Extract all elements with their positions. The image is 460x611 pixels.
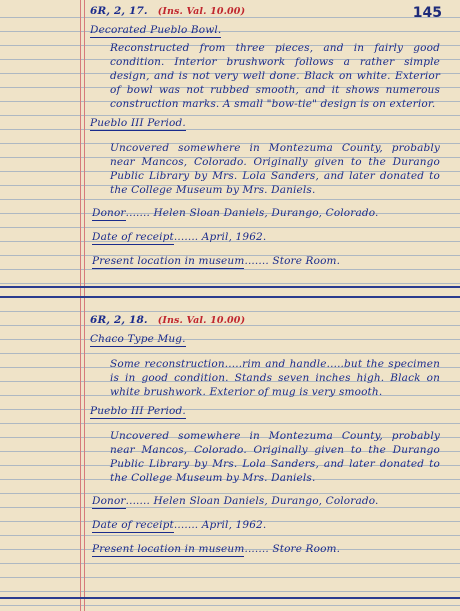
catalog-number: 6R, 2, 17. xyxy=(90,5,148,17)
donor-field xyxy=(92,494,450,509)
insurance-value-note: (Ins. Val. 10.00) xyxy=(157,6,246,17)
section-divider xyxy=(0,286,460,288)
provenance-text: Uncovered somewhere in Montezuma County, probably near Mancos, Colorado. Originally given to the Durango Public Library by Mrs. Lola Sanders, and later donated to the College Museum by Mrs. Daniels. xyxy=(110,142,440,196)
donor-field xyxy=(92,206,450,221)
item-title: Chaco Type Mug. xyxy=(90,333,186,345)
date-value: ....... April, 1962. xyxy=(173,519,267,531)
date-field xyxy=(92,518,450,533)
period-heading: Pueblo III Period. xyxy=(90,117,186,129)
item-description: Reconstructed from three pieces, and in fairly good condition. Interior brushwork follows a rather simple design, and is not very well done. Black on white. Exterior of bowl was not rubbed smooth, and it shows numerous construction marks. A small "bow-tie" design is on exterior. xyxy=(110,42,440,110)
insurance-value-note: (Ins. Val. 10.00) xyxy=(157,315,246,326)
date-value: ....... April, 1962. xyxy=(173,231,267,243)
date-label: Date of receipt xyxy=(92,519,174,531)
date-label: Date of receipt xyxy=(92,231,174,243)
section-divider xyxy=(0,597,460,599)
catalog-number: 6R, 2, 18. xyxy=(90,314,148,326)
item-title: Decorated Pueblo Bowl. xyxy=(90,24,222,36)
date-field xyxy=(92,230,450,245)
catalog-header xyxy=(90,313,450,327)
location-field xyxy=(92,254,450,269)
catalog-entry xyxy=(86,4,450,269)
period-heading: Pueblo III Period. xyxy=(90,405,186,417)
location-field xyxy=(92,542,450,557)
location-value: ....... Store Room. xyxy=(244,255,341,267)
donor-label: Donor xyxy=(92,207,126,219)
location-value: ....... Store Room. xyxy=(244,543,341,555)
donor-value: ....... Helen Sloan Daniels, Durango, Colorado. xyxy=(125,207,379,219)
location-label: Present location in museum xyxy=(92,255,245,267)
location-label: Present location in museum xyxy=(92,543,245,555)
section-divider xyxy=(0,296,460,298)
page-number: 145 xyxy=(412,5,442,21)
catalog-header xyxy=(90,4,450,18)
provenance-text: Uncovered somewhere in Montezuma County, probably near Mancos, Colorado. Originally given to the Durango Public Library by Mrs. Lola Sanders, and later donated to the College Museum by Mrs. Daniels. xyxy=(110,430,440,484)
margin-rule xyxy=(80,0,81,611)
margin-rule xyxy=(84,0,85,611)
donor-value: ....... Helen Sloan Daniels, Durango, Colorado. xyxy=(125,495,379,507)
catalog-entry xyxy=(86,313,450,557)
item-description: Some reconstruction.....rim and handle.....but the specimen is in good condition. Stands seven inches high. Black on white brushwork. Exterior of mug is very smooth. xyxy=(110,358,440,398)
donor-label: Donor xyxy=(92,495,126,507)
